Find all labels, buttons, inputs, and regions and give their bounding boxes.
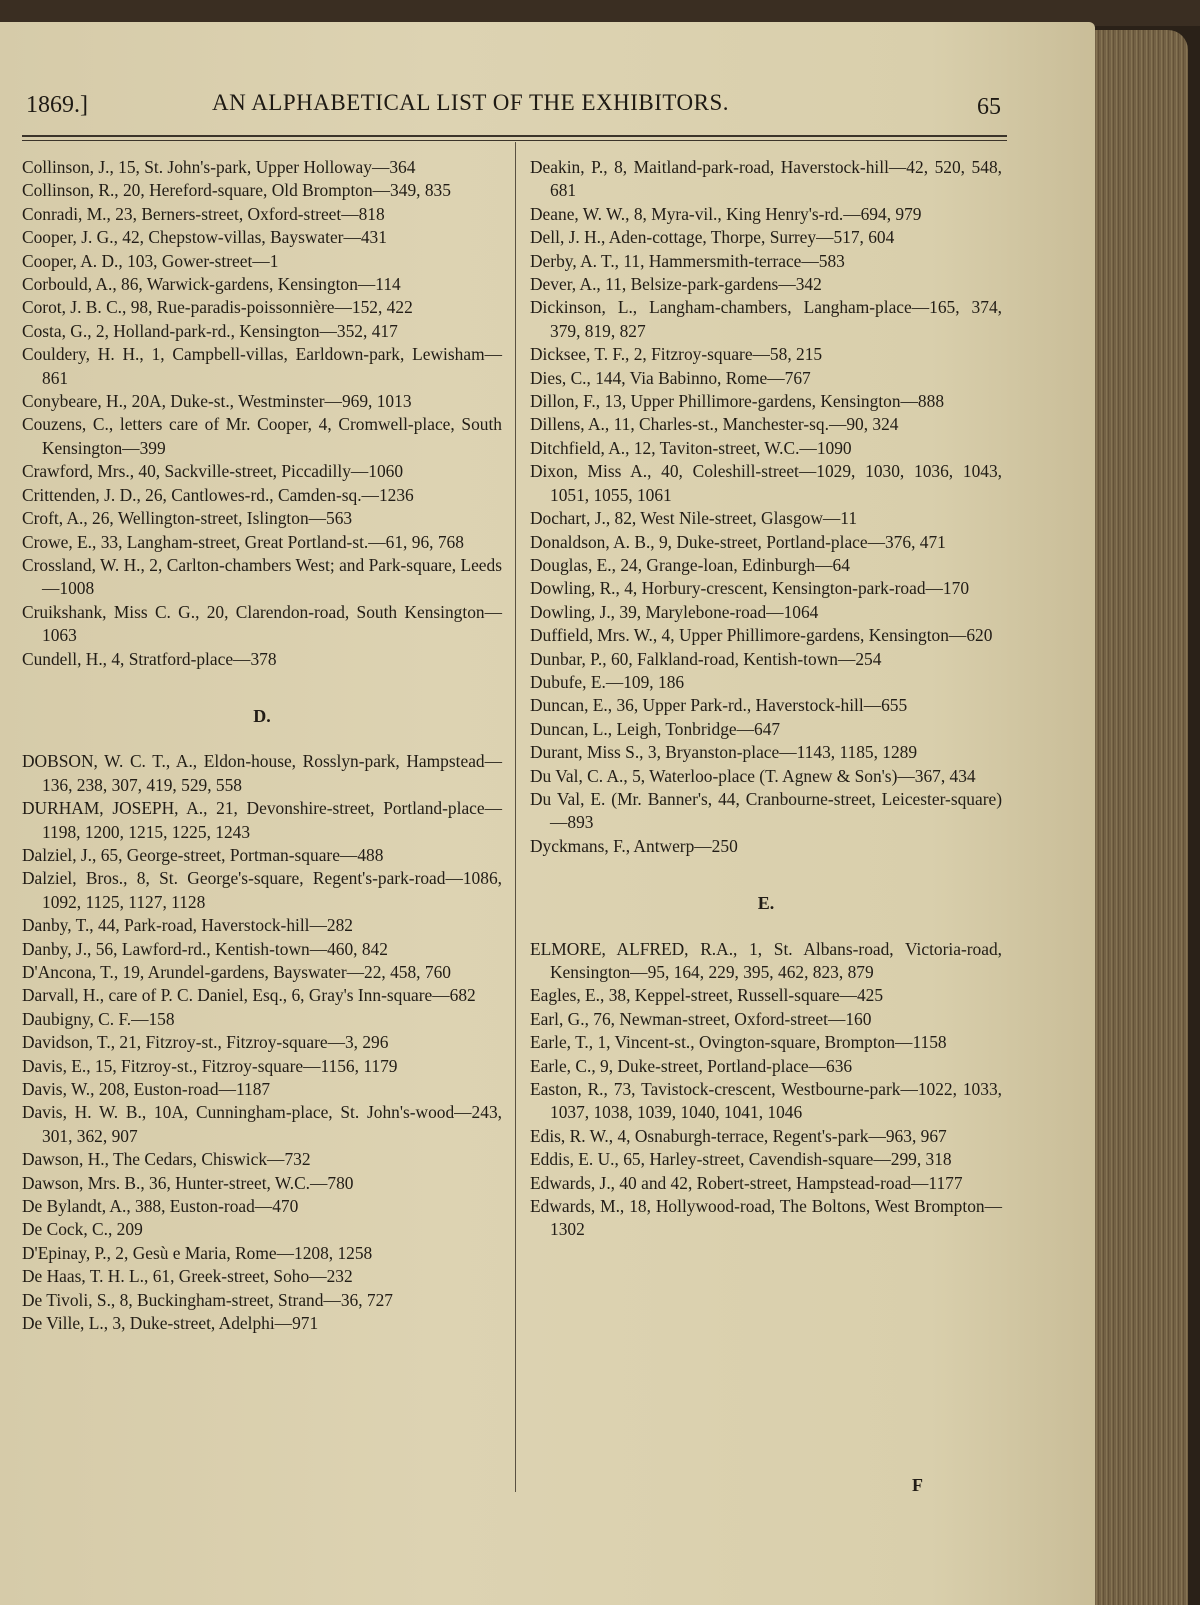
- exhibitor-entry: Collinson, J., 15, St. John's-park, Upper Holloway—364: [22, 157, 416, 177]
- exhibitor-entry: Cooper, J. G., 42, Chepstow-villas, Bayswater—431: [22, 227, 387, 248]
- exhibitor-entry: Corbould, A., 86, Warwick-gardens, Kensington—114: [22, 274, 401, 295]
- exhibitor-entry: Dalziel, J., 65, George-street, Portman-square—488: [22, 844, 384, 865]
- exhibitor-entry: Deane, W. W., 8, Myra-vil., King Henry's-rd.—694, 979: [530, 203, 922, 224]
- header-rule: [22, 135, 1007, 137]
- exhibitor-entry: Corot, J. B. C., 98, Rue-paradis-poissonnière—152, 422: [22, 297, 413, 318]
- exhibitor-entry: DOBSON, W. C. T., A., Eldon-house, Rosslyn-park, Hampstead—136, 238, 307, 419, 529, 558: [22, 751, 502, 795]
- exhibitor-entry: Cundell, H., 4, Stratford-place—378: [22, 648, 277, 669]
- header-year: 1869.]: [26, 92, 88, 118]
- exhibitor-entry: Douglas, E., 24, Grange-loan, Edinburgh—64: [530, 554, 850, 575]
- exhibitor-entry: Conradi, M., 23, Berners-street, Oxford-street—818: [22, 203, 385, 224]
- exhibitor-entry: De Bylandt, A., 388, Euston-road—470: [22, 1196, 299, 1217]
- signature-mark: F: [912, 1475, 923, 1495]
- exhibitor-entry: Daubigny, C. F.—158: [22, 1008, 175, 1029]
- exhibitor-entry: Dubufe, E.—109, 186: [530, 671, 685, 692]
- exhibitor-entry: Crawford, Mrs., 40, Sackville-street, Piccadilly—1060: [22, 461, 404, 482]
- exhibitor-entry: Dillon, F., 13, Upper Phillimore-gardens, Kensington—888: [530, 391, 945, 412]
- exhibitor-entry: Davis, E., 15, Fitzroy-st., Fitzroy-square—1156, 1179: [22, 1055, 398, 1076]
- exhibitor-entry: ELMORE, ALFRED, R.A., 1, St. Albans-road, Victoria-road, Kensington—95, 164, 229, 395, 462, 823, 879: [530, 938, 1002, 982]
- exhibitor-entry: Dochart, J., 82, West Nile-street, Glasgow—11: [530, 508, 858, 529]
- entries-d-continued-list: [530, 156, 1002, 858]
- exhibitor-entry: Derby, A. T., 11, Hammersmith-terrace—583: [530, 250, 845, 271]
- header-title: AN ALPHABETICAL LIST OF THE EXHIBITORS.: [212, 90, 729, 115]
- exhibitor-entry: Dickinson, L., Langham-chambers, Langham-place—165, 374, 379, 819, 827: [530, 297, 1002, 341]
- section-heading-d: D.: [253, 705, 271, 726]
- running-header: [22, 88, 1012, 128]
- entries-c-list: [22, 156, 502, 671]
- entries-d-list: [22, 750, 502, 1335]
- exhibitor-entry: Deakin, P., 8, Maitland-park-road, Haverstock-hill—42, 520, 548, 681: [530, 157, 1002, 201]
- exhibitor-entry: Dies, C., 144, Via Babinno, Rome—767: [530, 367, 811, 388]
- exhibitor-entry: Dowling, R., 4, Horbury-crescent, Kensington-park-road—170: [530, 578, 970, 599]
- exhibitor-entry: Cooper, A. D., 103, Gower-street—1: [22, 250, 279, 271]
- exhibitor-entry: Dicksee, T. F., 2, Fitzroy-square—58, 215: [530, 344, 823, 365]
- exhibitor-entry: De Tivoli, S., 8, Buckingham-street, Strand—36, 727: [22, 1289, 393, 1310]
- exhibitor-entry: Conybeare, H., 20A, Duke-st., Westminster—969, 1013: [22, 391, 412, 412]
- exhibitor-entry: Costa, G., 2, Holland-park-rd., Kensington—352, 417: [22, 320, 398, 341]
- exhibitor-entry: Dillens, A., 11, Charles-st., Manchester-sq.—90, 324: [530, 414, 899, 435]
- exhibitor-entry: De Ville, L., 3, Duke-street, Adelphi—971: [22, 1313, 319, 1334]
- exhibitor-entry: Dever, A., 11, Belsize-park-gardens—342: [530, 274, 822, 295]
- exhibitor-entry: Collinson, R., 20, Hereford-square, Old Brompton—349, 835: [22, 180, 451, 201]
- exhibitor-entry: Crossland, W. H., 2, Carlton-chambers West; and Park-square, Leeds—1008: [22, 554, 502, 599]
- exhibitor-entry: De Haas, T. H. L., 61, Greek-street, Soho—232: [22, 1266, 353, 1287]
- left-column: [22, 156, 502, 1336]
- column-divider: [515, 142, 516, 1492]
- exhibitor-entry: Dunbar, P., 60, Falkland-road, Kentish-town—254: [530, 648, 882, 669]
- exhibitor-entry: DURHAM, JOSEPH, A., 21, Devonshire-street, Portland-place—1198, 1200, 1215, 1225, 1243: [22, 798, 502, 842]
- exhibitor-entry: Dalziel, Bros., 8, St. George's-square, Regent's-park-road—1086, 1092, 1125, 1127, 1128: [22, 868, 502, 912]
- exhibitor-entry: Donaldson, A. B., 9, Duke-street, Portland-place—376, 471: [530, 531, 946, 552]
- exhibitor-entry: Edis, R. W., 4, Osnaburgh-terrace, Regent's-park—963, 967: [530, 1125, 947, 1146]
- exhibitor-entry: Couzens, C., letters care of Mr. Cooper, 4, Cromwell-place, South Kensington—399: [22, 414, 502, 458]
- exhibitor-entry: D'Ancona, T., 19, Arundel-gardens, Bayswater—22, 458, 760: [22, 962, 451, 982]
- exhibitor-entry: Ditchfield, A., 12, Taviton-street, W.C.—1090: [530, 437, 852, 458]
- exhibitor-entry: Danby, J., 56, Lawford-rd., Kentish-town—460, 842: [22, 938, 388, 959]
- exhibitor-entry: Couldery, H. H., 1, Campbell-villas, Earldown-park, Lewisham—861: [22, 344, 502, 388]
- exhibitor-entry: Croft, A., 26, Wellington-street, Islington—563: [22, 508, 353, 529]
- header-rule-thin: [22, 140, 1007, 141]
- exhibitor-entry: Dawson, H., The Cedars, Chiswick—732: [22, 1149, 311, 1170]
- exhibitor-entry: Earle, T., 1, Vincent-st., Ovington-square, Brompton—1158: [530, 1032, 947, 1053]
- exhibitor-entry: Danby, T., 44, Park-road, Haverstock-hill—282: [22, 915, 353, 936]
- exhibitor-entry: Davis, H. W. B., 10A, Cunningham-place, St. John's-wood—243, 301, 362, 907: [22, 1102, 502, 1146]
- entries-e-list: [530, 938, 1002, 1242]
- exhibitor-entry: Dyckmans, F., Antwerp—250: [530, 835, 738, 856]
- exhibitor-entry: Earle, C., 9, Duke-street, Portland-place—636: [530, 1055, 853, 1076]
- page-number: 65: [977, 94, 1001, 120]
- exhibitor-entry: Dixon, Miss A., 40, Coleshill-street—1029, 1030, 1036, 1043, 1051, 1055, 1061: [530, 461, 1002, 505]
- exhibitor-entry: Duffield, Mrs. W., 4, Upper Phillimore-gardens, Kensington—620: [530, 625, 993, 646]
- exhibitor-entry: Edwards, J., 40 and 42, Robert-street, Hampstead-road—1177: [530, 1172, 963, 1193]
- exhibitor-entry: Cruikshank, Miss C. G., 20, Clarendon-road, South Kensington—1063: [22, 601, 502, 646]
- exhibitor-entry: Durant, Miss S., 3, Bryanston-place—1143, 1185, 1289: [530, 742, 918, 763]
- exhibitor-entry: De Cock, C., 209: [22, 1219, 143, 1240]
- exhibitor-entry: Duncan, E., 36, Upper Park-rd., Haverstock-hill—655: [530, 695, 908, 716]
- exhibitor-entry: D'Epinay, P., 2, Gesù e Maria, Rome—1208, 1258: [22, 1242, 373, 1263]
- exhibitor-entry: Earl, G., 76, Newman-street, Oxford-street—160: [530, 1008, 872, 1029]
- exhibitor-entry: Du Val, C. A., 5, Waterloo-place (T. Agnew & Son's)—367, 434: [530, 765, 976, 786]
- exhibitor-entry: Davis, W., 208, Euston-road—1187: [22, 1079, 271, 1100]
- exhibitor-entry: Dawson, Mrs. B., 36, Hunter-street, W.C.—780: [22, 1172, 354, 1193]
- exhibitor-entry: Crittenden, J. D., 26, Cantlowes-rd., Camden-sq.—1236: [22, 484, 414, 505]
- exhibitor-entry: Eddis, E. U., 65, Harley-street, Cavendish-square—299, 318: [530, 1149, 952, 1170]
- exhibitor-entry: Duncan, L., Leigh, Tonbridge—647: [530, 718, 781, 739]
- exhibitor-entry: Eagles, E., 38, Keppel-street, Russell-square—425: [530, 985, 884, 1006]
- exhibitor-entry: Dell, J. H., Aden-cottage, Thorpe, Surrey—517, 604: [530, 227, 895, 248]
- exhibitor-entry: Edwards, M., 18, Hollywood-road, The Boltons, West Brompton—1302: [530, 1196, 1002, 1240]
- exhibitor-entry: Davidson, T., 21, Fitzroy-st., Fitzroy-square—3, 296: [22, 1032, 389, 1053]
- exhibitor-entry: Crowe, E., 33, Langham-street, Great Portland-st.—61, 96, 768: [22, 531, 464, 552]
- exhibitor-entry: Dowling, J., 39, Marylebone-road—1064: [530, 601, 819, 622]
- exhibitor-entry: Darvall, H., care of P. C. Daniel, Esq., 6, Gray's Inn-square—682: [22, 985, 476, 1006]
- right-column: [530, 156, 1002, 1242]
- exhibitor-entry: Easton, R., 73, Tavistock-crescent, Westbourne-park—1022, 1033, 1037, 1038, 1039, 1040, 1041, 1046: [530, 1079, 1002, 1123]
- exhibitor-entry: Du Val, E. (Mr. Banner's, 44, Cranbourne-street, Leicester-square)—893: [530, 788, 1002, 833]
- section-heading-e: E.: [757, 893, 775, 914]
